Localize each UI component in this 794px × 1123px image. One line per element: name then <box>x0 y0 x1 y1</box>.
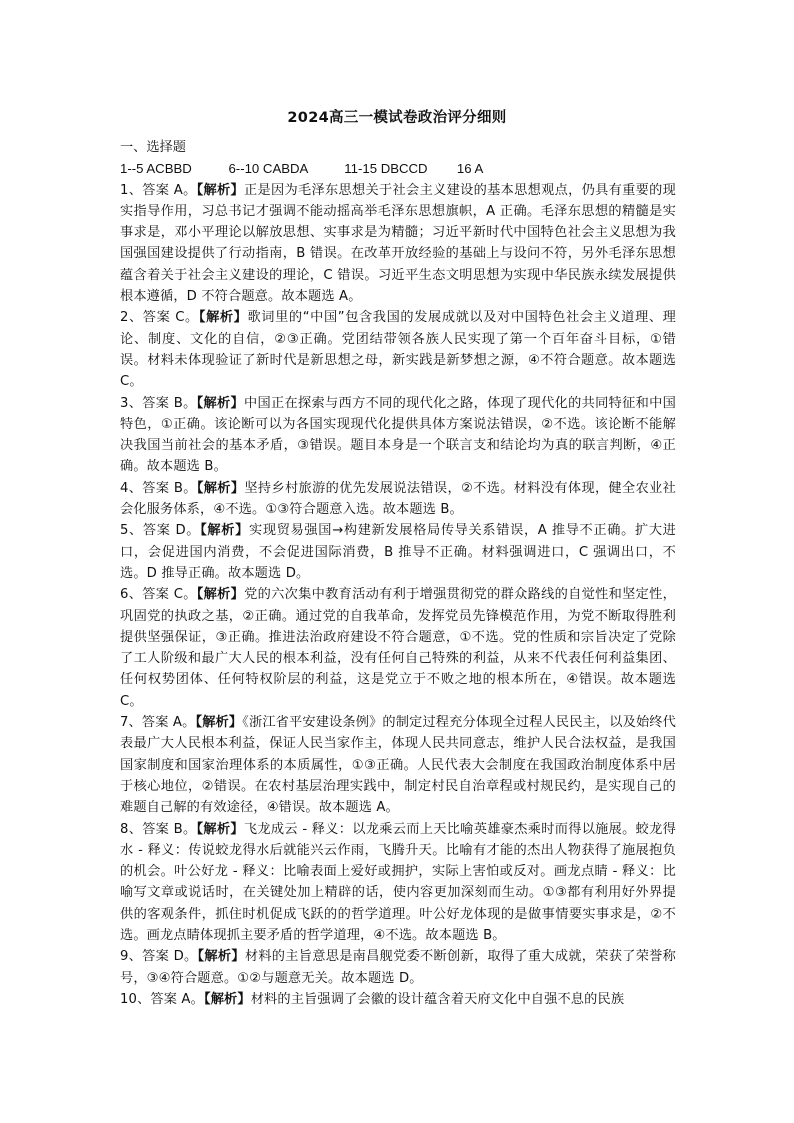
answer-item <box>120 478 676 521</box>
answer-body: 党的六次集中教育活动有利于增强贯彻党的群众路线的自觉性和坚定性，巩固党的执政之基，②正确。通过党的自我革命，发挥党员先锋模范作用，为党不断取得胜利提供坚强保证，③正确。推进法治政府建设不符合题意，①不选。党的性质和宗旨决定了党除了工人阶级和最广大人民的根本利益，没有任何自己特殊的利益，从来不代表任何利益集团、任何权势团体、任何特权阶层的利益，这是党立于不败之地的根本所在，④错误。故本题选 C。 <box>120 587 677 709</box>
answer-item <box>120 520 676 584</box>
answer-key-group-1: 1--5 ACBBD <box>120 161 192 177</box>
analysis-tag: 【解析】 <box>198 310 248 326</box>
answer-key-line <box>120 158 676 179</box>
analysis-tag: 【解析】 <box>203 991 251 1007</box>
answer-item <box>120 946 676 989</box>
answer-head: 6、答案 C。 <box>120 587 197 603</box>
answer-head: 7、答案 A。 <box>120 715 196 731</box>
answer-key-group-3: 11-15 DBCCD <box>344 161 428 177</box>
answer-body: 飞龙成云 - 释义：以龙乘云而上天比喻英雄豪杰乘时而得以施展。蛟龙得水 - 释义：传说蛟龙得水后就能兴云作雨，飞腾升天。比喻有才能的杰出人物获得了施展抱负的机会。叶公好龙 - 释义：比喻表面上爱好或拥护，实际上害怕或反对。画龙点睛 - 释义：比喻写文章或说话时，在关键处加上精辟的话，使内容更加深刻而生动。①③都有利用好外界提供的客观条件，抓住时机促成飞跃的的哲学道理。叶公好龙体现的是做事情要实事求是，②不选。画龙点睛体现抓主要矛盾的哲学道理，④不选。故本题选 B。 <box>120 821 676 943</box>
answer-item <box>120 819 676 947</box>
answer-item <box>120 393 676 478</box>
answer-item <box>120 180 676 308</box>
answer-key-group-2: 6--10 CABDA <box>228 161 308 177</box>
analysis-tag: 【解析】 <box>196 395 245 411</box>
section-heading: 一、选择题 <box>120 140 186 155</box>
answer-body: 坚持乡村旅游的优先发展说法错误，②不选。材料没有体现，健全农业社会化服务体系，④不选。①③符合题意入选。故本题选 B。 <box>120 480 677 518</box>
answer-body: 《浙江省平安建设条例》的制定过程充分体现全过程人民民主，以及始终代表最广大人民根本利益，保证人民当家作主，体现人民共同意志，维护人民合法权益，是我国国家制度和国家治理体系的本质属性，①③正确。人民代表大会制度在我国政治制度体系中居于核心地位，②错误。在农村基层治理实践中，制定村民自治章程或村规民约，是实现自己的难题自己解的有效途径，④错误。故本题选 A。 <box>120 715 676 816</box>
analysis-tag: 【解析】 <box>196 587 245 603</box>
answer-head: 9、答案 D。 <box>120 949 198 965</box>
answer-head: 10、答案 A。 <box>120 991 204 1007</box>
answer-body: 实现贸易强国→构建新发展格局传导关系错误，A 推导不正确。扩大进口，会促进国内消费，不会促进国际消费，B 推导不正确。材料强调进口，C 强调出口，不选。D 推导正确。故本题选 D。 <box>120 523 677 581</box>
analysis-tag: 【解析】 <box>196 182 244 198</box>
answer-head: 4、答案 B。 <box>120 480 197 496</box>
answer-head: 3、答案 B。 <box>120 395 197 411</box>
answer-item <box>120 584 676 712</box>
answer-body: 歌词里的“中国”包含我国的发展成就以及对中国特色社会主义道理、理论、制度、文化的自信，②③正确。党团结带领各族人民实现了第一个百年奋斗目标，①错误。材料未体现验证了新时代是新思想之母，新实践是新梦想之源，④不符合题意。故本题选 C。 <box>120 310 677 390</box>
answer-body: 正是因为毛泽东思想关于社会主义建设的基本思想观点，仍具有重要的现实指导作用，习总书记才强调不能动摇高举毛泽东思想旗帜，A 正确。毛泽东思想的精髓是实事求是，邓小平理论以解放思想、实事求是为精髓；习近平新时代中国特色社会主义思想为我国强国建设提供了行动指南，B 错误。在改革开放经验的基础上与设问不符，另外毛泽东思想蕴含着关于社会主义建设的理论，C 错误。习近平生态文明思想为实现中华民族永续发展提供根本遵循，D 不符合题意。故本题选 A。 <box>120 182 676 305</box>
analysis-tag: 【解析】 <box>200 523 249 539</box>
analysis-tag: 【解析】 <box>196 821 244 837</box>
document-body <box>120 137 676 1010</box>
analysis-tag: 【解析】 <box>197 949 245 965</box>
answer-body: 中国正在探索与西方不同的现代化之路，体现了现代化的共同特征和中国特色，①正确。该论断可以为各国实现现代化提供具体方案说法错误，②不选。该论断不能解决我国当前社会的基本矛盾，③错误。题目本身是一个联言支和结论均为真的联言判断，④正确。故本题选 B。 <box>120 395 677 475</box>
answer-head: 8、答案 B。 <box>120 821 197 837</box>
answer-item <box>120 989 676 1010</box>
answer-key-group-4: 16 A <box>456 161 484 177</box>
answer-head: 5、答案 D。 <box>120 523 201 539</box>
analysis-tag: 【解析】 <box>196 480 245 496</box>
answer-head: 1、答案 A。 <box>120 182 197 198</box>
answer-head: 2、答案 C。 <box>120 310 199 326</box>
answer-item <box>120 307 676 392</box>
answer-body: 材料的主旨强调了会徽的设计蕴含着天府文化中自强不息的民族 <box>250 991 625 1007</box>
page-title: 2024高三一模试卷政治评分细则 <box>287 110 507 126</box>
analysis-tag: 【解析】 <box>195 715 243 731</box>
answer-item <box>120 712 676 818</box>
answer-body: 材料的主旨意思是南昌舰党委不断创新，取得了重大成就，荣获了荣誉称号，③④符合题意。①②与题意无关。故本题选 D。 <box>120 949 676 986</box>
